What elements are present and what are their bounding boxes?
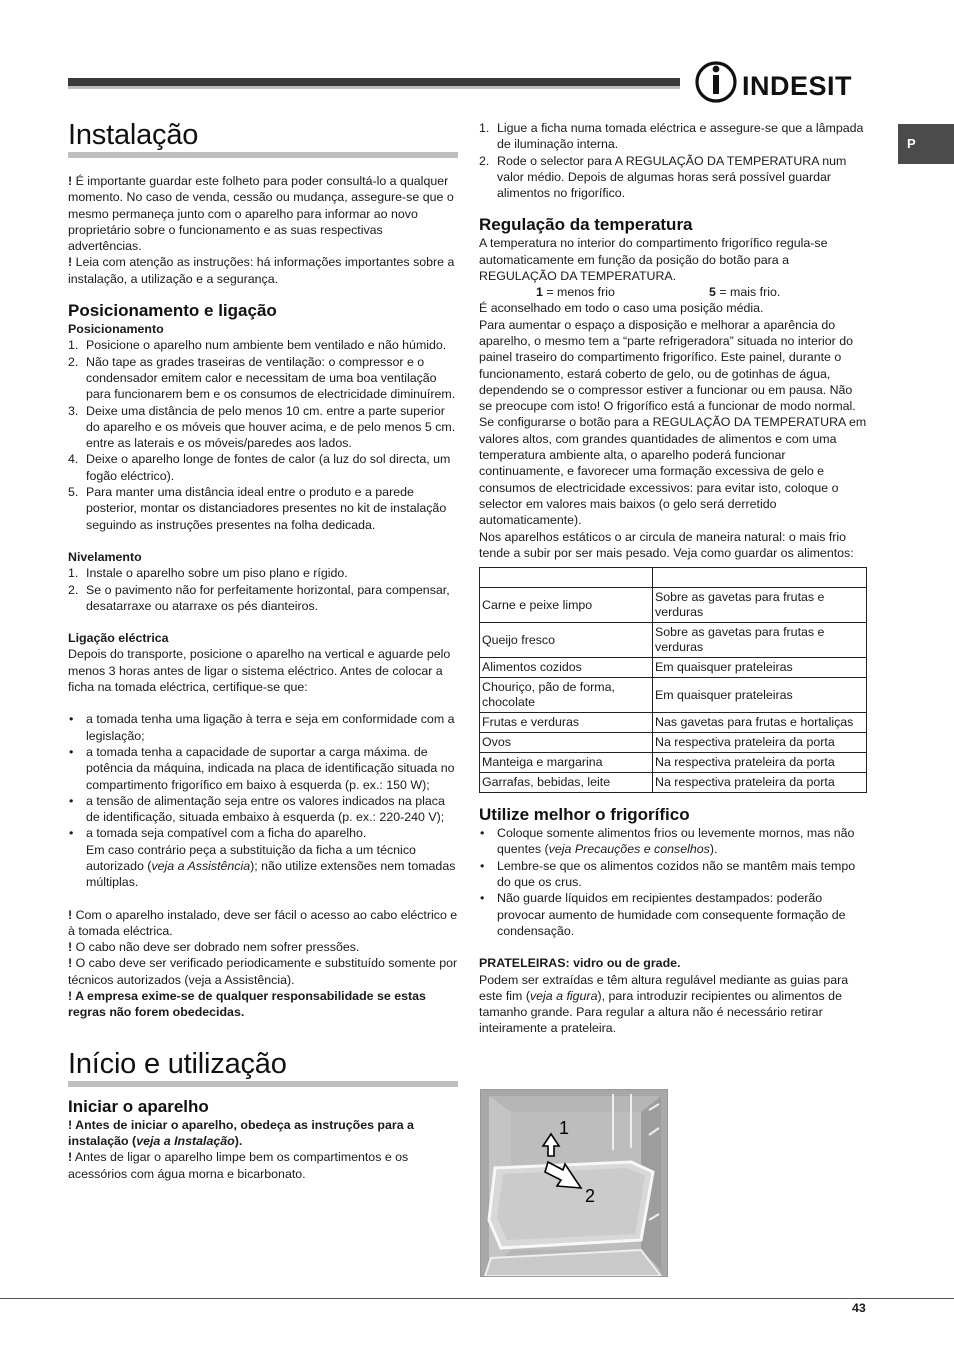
figure-label-1: 1 [559, 1118, 570, 1138]
language-tab: P [898, 124, 954, 164]
list-item: 1. Instale o aparelho sobre um piso plano e rígido. [68, 566, 348, 581]
table-row [480, 568, 867, 588]
table-row: Manteiga e margarina Na respectiva prateleira da porta [480, 753, 867, 773]
table-row: Queijo fresco Sobre as gavetas para frutas e verduras [480, 623, 867, 658]
sub-heading-leveling: Nivelamento [68, 549, 142, 564]
section-title-installation: Instalação [68, 119, 199, 151]
page-number: 43 [852, 1301, 866, 1315]
warning-text: ! Com o aparelho instalado, deve ser fácil o acesso ao cabo eléctrico e à tomada eléctrica. [68, 907, 458, 938]
positioning-list [68, 337, 458, 533]
subsection-title-best-use: Utilize melhor o frigorífico [479, 805, 690, 825]
shelves-heading: PRATELEIRAS: vidro ou de grade. [479, 956, 681, 971]
list-item: 2. Se o pavimento não for perfeitamente horizontal, para compensar, desatarraxe ou atarraxe os pés dianteiros. [68, 582, 450, 613]
temp-paragraph: A temperatura no interior do compartimento frigorífico regula-se automaticamente em função da posição do botão para a REGULAÇÃO DA TEMPERATURA. [479, 236, 828, 284]
left-column [68, 118, 458, 1182]
list-item: 1. Posicione o aparelho num ambiente bem ventilado e não húmido. [68, 338, 447, 353]
intro-paragraph-2: ! Leia com atenção as instruções: há informações importantes sobre a instalação, a utilização e a segurança. [68, 255, 455, 286]
list-item: • a tensão de alimentação seja entre os valores indicados na placa de identificação, situada embaixo à esquerda (p. ex.: 220-240 V); [69, 793, 445, 825]
list-item: 2. Não tape as grades traseiras de ventilação: o compressor e o condensador emitem calor e necessitam de uma boa ventilação para funcionarem bem e os consumos de electricidade diminuírem. [68, 354, 456, 402]
list-item: • a tomada seja compatível com a ficha do aparelho. Em caso contrário peça a substituição da ficha a um técnico autorizado (veja a Assistência); não utilize extensões nem tomadas múltiplas. [69, 826, 456, 890]
best-use-list [479, 825, 867, 939]
brand-text: INDESIT [742, 71, 853, 101]
sub-heading-electrical: Ligação eléctrica [68, 631, 169, 646]
temp-paragraph: É aconselhado em todo o caso uma posição média. [479, 301, 764, 316]
shelf-illustration [481, 1090, 667, 1276]
start-steps-list [479, 120, 867, 201]
shelves-paragraph: Podem ser extraídas e têm altura regulável mediante as guias para este fim (veja a figura), para introduzir recipientes ou alimentos de tamanho grande. Para regular a altura não é necessário retirar inteiramente a prateleira. [479, 972, 849, 1036]
figure-label-2: 2 [585, 1186, 596, 1206]
table-row: Chouriço, pão de forma, chocolate Em quaisquer prateleiras [480, 678, 867, 713]
intro-paragraph: ! É importante guardar este folheto para poder consultá-lo a qualquer momento. No caso de venda, cessão ou mudança, assegure-se que o mesmo permaneça junto com o aparelho para informar ao novo proprietário sobre o funcionamento e as suas respectivas advertências. [68, 174, 454, 254]
list-item: 5. Para manter uma distância ideal entre o produto e a parede posterior, montar os distanciadores presentes no kit de instalação seguindo as instruções presentes na folha dedicada. [68, 485, 447, 532]
section-title-start: Início e utilização [68, 1047, 287, 1080]
shelf-figure [480, 1089, 668, 1277]
sub-heading-positioning: Posicionamento [68, 322, 164, 337]
table-row: Ovos Na respectiva prateleira da porta [480, 733, 867, 753]
temp-scale: 1 = menos frio 5 = mais frio. [536, 285, 781, 300]
footer-rule [0, 1298, 954, 1299]
right-column [479, 120, 867, 1037]
leveling-list [68, 565, 458, 614]
table-row: Alimentos cozidos Em quaisquer prateleiras [480, 658, 867, 678]
table-row: Garrafas, bebidas, leite Na respectiva prateleira da porta [480, 773, 867, 793]
indesit-logo-icon [694, 58, 870, 108]
subsection-title-positioning: Posicionamento e ligação [68, 301, 277, 321]
indesit-logo [694, 58, 870, 108]
list-item: • Coloque somente alimentos frios ou levemente mornos, mas não quentes (veja Precauções e conselhos). [480, 826, 855, 857]
list-item: • Não guarde líquidos em recipientes destampados: poderão provocar aumento de humidade com consequente formação de condensação. [480, 891, 846, 938]
list-item: 4. Deixe o aparelho longe de fontes de calor (a luz do sol directa, um fogão eléctrico). [68, 452, 451, 483]
warning-text: ! O cabo não deve ser dobrado nem sofrer pressões. [68, 940, 360, 955]
temp-paragraph: Para aumentar o espaço a disposição e melhorar a aparência do aparelho, o mesmo tem a “parte refrigeradora” situada no interior do painel traseiro do compartimento frigorífico. Este painel, durante o funcionamento, estará coberto de gelo, ou de gotinhas de água, dependendo se o compressor estiver a funcionar ou em pausa. Não se preocupe com isto! O frigorífico está a funcionar de modo normal. Se configurarse o botão para a REGULAÇÃO DA TEMPERATURA em valores altos, com grandes quantidades de alimentos e com uma temperatura ambiente alta, o aparelho poderá funcionar continuamente, e favorecer uma formação excessiva de gelo e consumos de electricidade excessivos: para evitar isto, coloque o selector em valores mais baixos (o gelo será derretido automaticamente). [479, 317, 867, 528]
start-clean: ! Antes de ligar o aparelho limpe bem os compartimentos e os acessórios com água morna e bicarbonato. [68, 1150, 409, 1181]
header-rule [68, 78, 680, 86]
list-item: 2. Rode o selector para A REGULAÇÃO DA TEMPERATURA num valor médio. Depois de algumas horas será possível guardar alimentos no frigorífico. [479, 153, 847, 201]
subsection-title-start: Iniciar o aparelho [68, 1096, 209, 1116]
electrical-list [68, 711, 458, 890]
food-storage-table [479, 567, 867, 793]
list-item: 1. Ligue a ficha numa tomada eléctrica e assegure-se que a lâmpada de iluminação interna. [479, 121, 864, 152]
table-row: Frutas e verduras Nas gavetas para frutas e hortaliças [480, 713, 867, 733]
list-item: • a tomada tenha uma ligação à terra e seja em conformidade com a legislação; [69, 712, 455, 743]
list-item: • Lembre-se que os alimentos cozidos não se mantêm mais tempo do que os crus. [480, 858, 856, 890]
start-warning: ! Antes de iniciar o aparelho, obedeça as instruções para a instalação (veja a Instalação). [68, 1117, 414, 1148]
table-row: Carne e peixe limpo Sobre as gavetas para frutas e verduras [480, 588, 867, 623]
list-item: • a tomada tenha a capacidade de suportar a carga máxima. de potência da máquina, indicada na placa de identificação situada no compartimento frigorífico em baixo à esquerda (p. ex.: 150 W); [69, 744, 455, 792]
electrical-intro: Depois do transporte, posicione o aparelho na vertical e aguarde pelo menos 3 horas antes de ligar o sistema eléctrico. Antes de colocar a ficha na tomada eléctrica, certifique-se que: [68, 647, 451, 695]
temp-paragraph: Nos aparelhos estáticos o ar circula de maneira natural: o mais frio tende a subir por ser mais pesado. Veja como guardar os alimentos: [479, 529, 854, 560]
warning-text: ! O cabo deve ser verificado periodicamente e substituído somente por técnicos autorizados (veja a Assistência). [68, 956, 458, 987]
list-item: 3. Deixe uma distância de pelo menos 10 cm. entre a parte superior do aparelho e os móveis que houver acima, e de pelo menos 5 cm. entre as laterais e os móveis/paredes aos lados. [68, 403, 456, 451]
subsection-title-temperature: Regulação da temperatura [479, 215, 693, 235]
warning-text-bold: ! A empresa exime-se de qualquer responsabilidade se estas regras não forem obedecidas. [68, 989, 426, 1020]
